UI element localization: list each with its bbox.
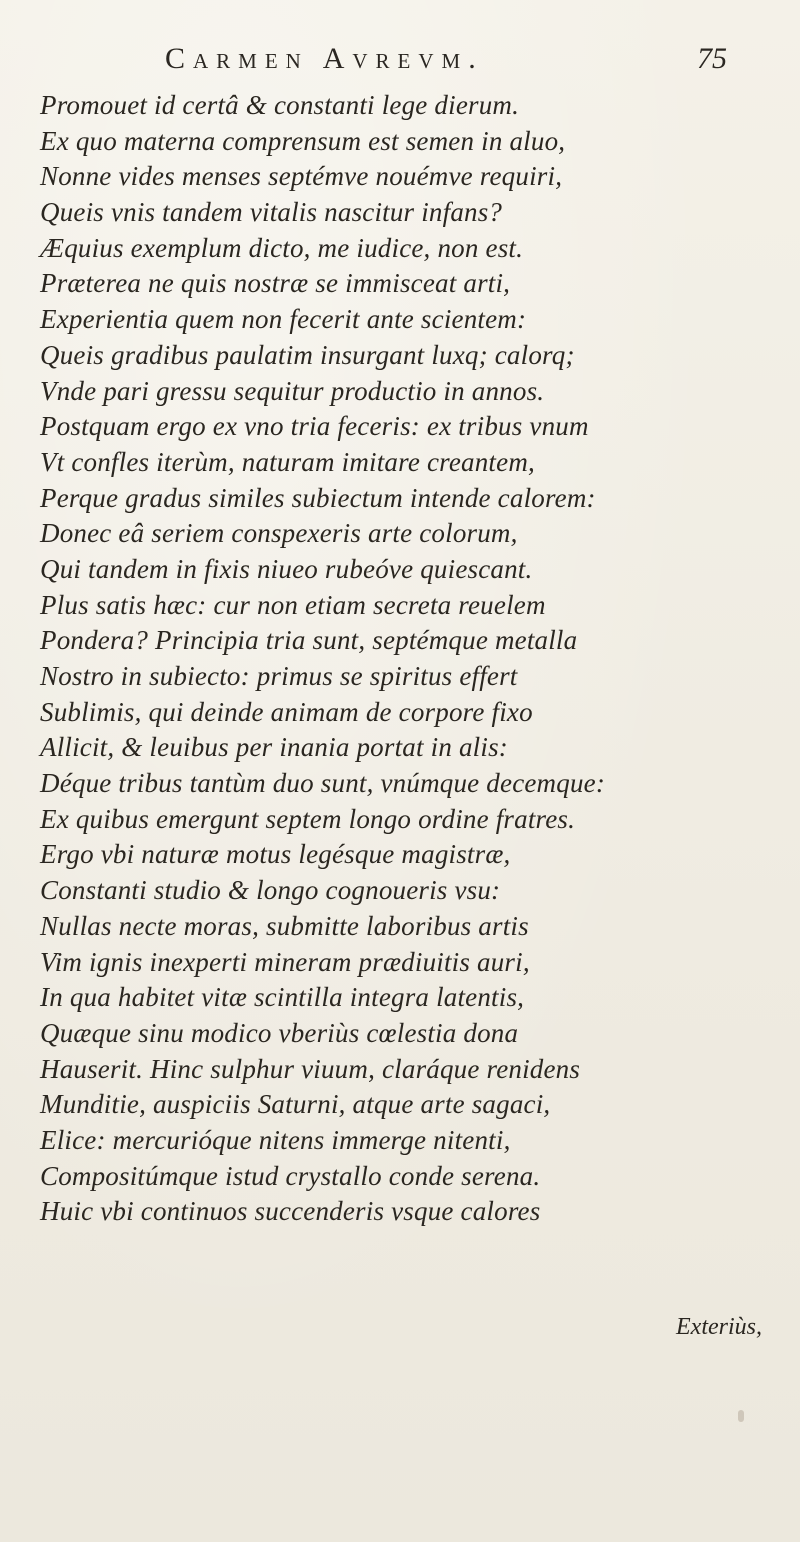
verse-line: Munditie, auspiciis Saturni, atque arte sagaci, [40, 1089, 551, 1120]
verse-line: Compositúmque istud crystallo conde serena. [40, 1160, 541, 1191]
running-title: Carmen Avrevm. [165, 42, 484, 75]
verse-line: Sublimis, qui deinde animam de corpore fixo [40, 696, 533, 727]
verse-line: Hauserit. Hinc sulphur viuum, claráque renidens [40, 1053, 581, 1084]
verse-line: Plus satis hæc: cur non etiam secreta reuelem [40, 589, 546, 620]
verse-line: Postquam ergo ex vno tria feceris: ex tribus vnum [40, 411, 589, 442]
verse-line: Vt confles iterùm, naturam imitare creantem, [40, 446, 535, 477]
verse-line: Ex quo materna comprensum est semen in aluo, [40, 125, 566, 156]
verse-line: Nullas necte moras, submitte laboribus artis [40, 910, 529, 941]
verse-line: Pondera? Principia tria sunt, septémque metalla [40, 625, 578, 656]
verse-line: Æquius exemplum dicto, me iudice, non est. [40, 232, 524, 263]
verse-line: Experientia quem non fecerit ante scientem: [40, 304, 527, 335]
verse-line: Promouet id certâ & constanti lege dierum. [40, 90, 520, 120]
verse-line: Vnde pari gressu sequitur productio in annos. [40, 375, 545, 406]
page-number: 75 [697, 42, 727, 75]
verse-line: Præterea ne quis nostræ se immisceat arti, [40, 268, 511, 299]
verse-line: Vim ignis inexperti mineram prædiuitis auri, [40, 946, 530, 977]
verse-line: Nostro in subiecto: primus se spiritus effert [40, 661, 518, 691]
verse-line: Donec eâ seriem conspexeris arte colorum, [40, 518, 518, 549]
page-header [0, 42, 800, 82]
verse-line: In qua habitet vitæ scintilla integra latentis, [40, 982, 525, 1013]
verse-line: Queis vnis tandem vitalis nascitur infans? [40, 197, 503, 228]
verse-line: Constanti studio & longo cognoueris vsu: [40, 875, 501, 906]
verse-line: Allicit, & leuibus per inania portat in alis: [40, 732, 508, 763]
verse-line: Quæque sinu modico vberiùs cœlestia dona [40, 1017, 519, 1048]
verse-line: Elice: mercurióque nitens immerge nitenti, [40, 1124, 511, 1155]
verse-text [40, 88, 780, 1230]
catchword: Exteriùs, [676, 1314, 762, 1340]
verse-line: Qui tandem in fixis niueo rubeóve quiescant. [40, 553, 533, 584]
verse-line: Ergo vbi naturæ motus legésque magistræ, [40, 839, 511, 870]
ink-smudge [738, 1410, 744, 1422]
verse-line: Ex quibus emergunt septem longo ordine fratres. [40, 803, 576, 834]
verse-line: Déque tribus tantùm duo sunt, vnúmque decemque: [40, 768, 606, 799]
verse-line: Queis gradibus paulatim insurgant luxq; calorq; [40, 339, 575, 370]
verse-line: Nonne vides menses septémve nouémve requiri, [40, 161, 563, 192]
verse-line: Perque gradus similes subiectum intende calorem: [40, 482, 596, 513]
verse-line: Huic vbi continuos succenderis vsque calores [40, 1196, 541, 1227]
